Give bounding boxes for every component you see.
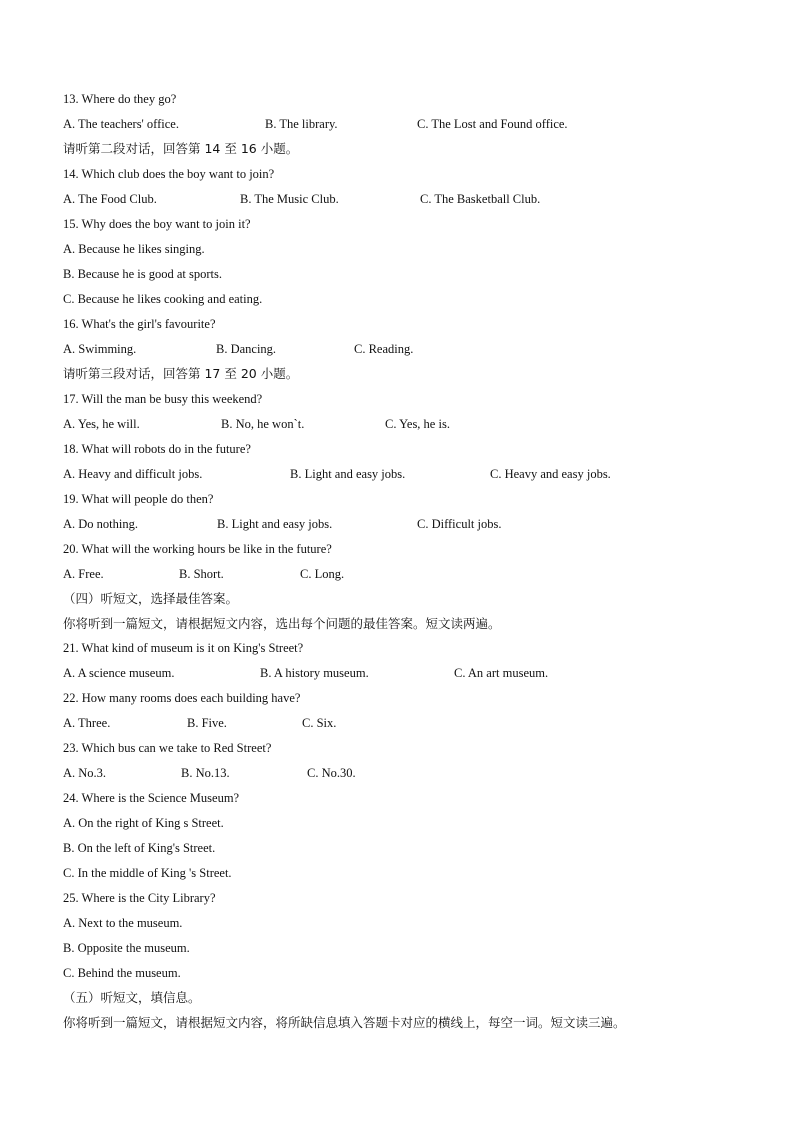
option-a: A. Three. xyxy=(63,716,111,730)
question-20: 20. What will the working hours be like in the future? xyxy=(63,542,332,556)
section-heading-5: （五）听短文，填信息。 xyxy=(63,990,201,1005)
option-c: C. In the middle of King 's Street. xyxy=(63,866,232,880)
question-22: 22. How many rooms does each building have? xyxy=(63,691,301,705)
question-23: 23. Which bus can we take to Red Street? xyxy=(63,741,272,755)
question-21: 21. What kind of museum is it on King's Street? xyxy=(63,641,304,655)
section-instruction-5: 你将听到一篇短文，请根据短文内容，将所缺信息填入答题卡对应的横线上，每空一词。短文读三遍。 xyxy=(63,1015,626,1030)
option-b: B. A history museum. xyxy=(260,666,369,680)
option-c: C. Six. xyxy=(302,716,337,730)
option-a: A. A science museum. xyxy=(63,666,175,680)
question-14: 14. Which club does the boy want to join? xyxy=(63,167,275,181)
section-instruction-2: 请听第二段对话，回答第 14 至 16 小题。 xyxy=(63,141,299,156)
option-b: B. No, he won`t. xyxy=(221,417,305,431)
option-a: A. Heavy and difficult jobs. xyxy=(63,467,203,481)
option-b: B. Dancing. xyxy=(216,342,277,356)
option-a: A. Free. xyxy=(63,567,104,581)
option-c: C. Behind the museum. xyxy=(63,966,181,980)
option-c: C. The Basketball Club. xyxy=(420,192,541,206)
option-a: A. Swimming. xyxy=(63,342,137,356)
option-c: C. No.30. xyxy=(307,766,356,780)
section-instruction-3: 请听第三段对话，回答第 17 至 20 小题。 xyxy=(63,366,299,381)
question-24: 24. Where is the Science Museum? xyxy=(63,791,240,805)
option-b: B. Short. xyxy=(179,567,224,581)
option-a: A. The teachers' office. xyxy=(63,117,179,131)
option-b: B. No.13. xyxy=(181,766,230,780)
question-16: 16. What's the girl's favourite? xyxy=(63,317,216,331)
option-b: B. The library. xyxy=(265,117,338,131)
option-c: C. Heavy and easy jobs. xyxy=(490,467,611,481)
section-heading-4: （四）听短文，选择最佳答案。 xyxy=(63,591,239,606)
section-instruction-4: 你将听到一篇短文，请根据短文内容，选出每个问题的最佳答案。短文读两遍。 xyxy=(63,616,501,631)
option-b: B. On the left of King's Street. xyxy=(63,841,216,855)
option-c: C. Yes, he is. xyxy=(385,417,450,431)
question-25: 25. Where is the City Library? xyxy=(63,891,216,905)
option-b: B. The Music Club. xyxy=(240,192,339,206)
option-a: A. Because he likes singing. xyxy=(63,242,205,256)
option-c: C. Reading. xyxy=(354,342,414,356)
option-a: A. No.3. xyxy=(63,766,107,780)
option-b: B. Because he is good at sports. xyxy=(63,267,223,281)
question-17: 17. Will the man be busy this weekend? xyxy=(63,392,263,406)
option-b: B. Opposite the museum. xyxy=(63,941,190,955)
option-c: C. Because he likes cooking and eating. xyxy=(63,292,263,306)
question-15: 15. Why does the boy want to join it? xyxy=(63,217,251,231)
option-c: C. Difficult jobs. xyxy=(417,517,502,531)
question-19: 19. What will people do then? xyxy=(63,492,214,506)
option-a: A. Do nothing. xyxy=(63,517,138,531)
option-a: A. Yes, he will. xyxy=(63,417,140,431)
option-a: A. The Food Club. xyxy=(63,192,157,206)
option-b: B. Five. xyxy=(187,716,227,730)
option-c: C. Long. xyxy=(300,567,345,581)
question-18: 18. What will robots do in the future? xyxy=(63,442,251,456)
option-c: C. The Lost and Found office. xyxy=(417,117,568,131)
option-a: A. On the right of King s Street. xyxy=(63,816,224,830)
option-b: B. Light and easy jobs. xyxy=(217,517,333,531)
option-c: C. An art museum. xyxy=(454,666,549,680)
option-a: A. Next to the museum. xyxy=(63,916,183,930)
option-b: B. Light and easy jobs. xyxy=(290,467,406,481)
question-13: 13. Where do they go? xyxy=(63,92,177,106)
